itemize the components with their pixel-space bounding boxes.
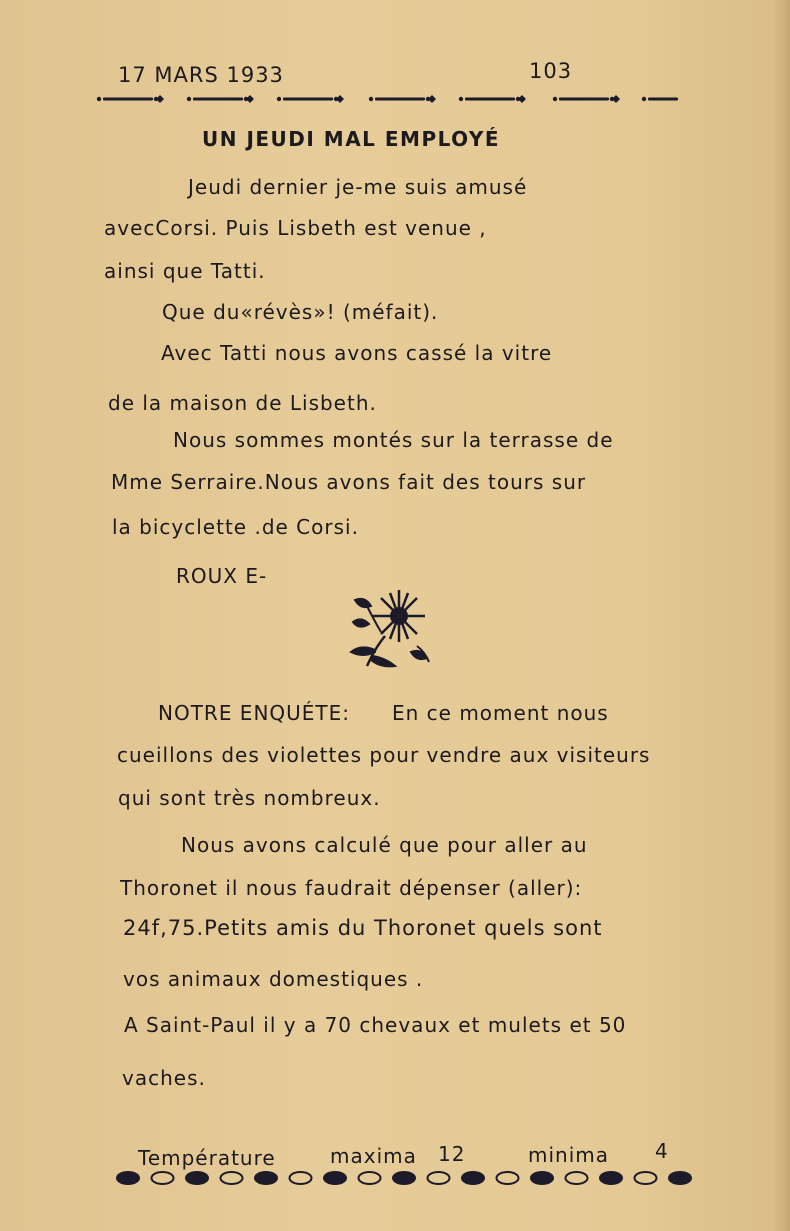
ornamental-border-bottom [116, 1168, 706, 1188]
enquete-line: Thoronet il nous faudrait dépenser (aller): [120, 876, 583, 900]
hollow-oval-ornament [152, 1172, 174, 1184]
article-line: Mme Serraire.Nous avons fait des tours sur [111, 470, 587, 494]
filled-oval-ornament [255, 1172, 277, 1184]
article-line: Que du«révès»! (méfait). [162, 300, 439, 324]
hollow-oval-ornament [635, 1172, 657, 1184]
article-line: la bicyclette .de Corsi. [112, 515, 359, 539]
filled-oval-ornament [669, 1172, 691, 1184]
hollow-oval-ornament [221, 1172, 243, 1184]
minima-label: minima [528, 1143, 610, 1167]
filled-oval-ornament [393, 1172, 415, 1184]
filled-oval-ornament [324, 1172, 346, 1184]
article-line: avecCorsi. Puis Lisbeth est venue , [104, 216, 487, 240]
enquete-line: A Saint-Paul il y a 70 chevaux et mulets et 50 [124, 1013, 627, 1037]
maxima-value: 12 [438, 1142, 466, 1166]
maxima-label: maxima [330, 1144, 417, 1168]
enquete-label: NOTRE ENQUÉTE: [158, 701, 351, 725]
article-line: ainsi que Tatti. [104, 259, 266, 283]
daisy-flower-stamp [345, 586, 431, 670]
filled-oval-ornament [531, 1172, 553, 1184]
article-line: Nous sommes montés sur la terrasse de [173, 428, 614, 452]
ornamental-border-top [96, 92, 680, 106]
enquete-line: cueillons des violettes pour vendre aux visiteurs [117, 743, 651, 767]
enquete-line: En ce moment nous [392, 701, 609, 725]
header-date: 17 MARS 1933 [118, 63, 284, 87]
article-line: Jeudi dernier je-me suis amusé [188, 175, 528, 199]
filled-oval-ornament [600, 1172, 622, 1184]
filled-oval-ornament [186, 1172, 208, 1184]
page-edge-shadow [772, 0, 790, 1231]
filled-oval-ornament [462, 1172, 484, 1184]
hollow-oval-ornament [566, 1172, 588, 1184]
article-author: ROUX E- [176, 564, 268, 588]
enquete-line: qui sont très nombreux. [118, 786, 381, 810]
enquete-line: Nous avons calculé que pour aller au [181, 833, 588, 857]
minima-value: 4 [655, 1139, 669, 1163]
article-title: UN JEUDI MAL EMPLOYÉ [202, 127, 501, 151]
filled-oval-ornament [117, 1172, 139, 1184]
enquete-line: 24f,75.Petits amis du Thoronet quels sont [123, 916, 603, 940]
hollow-oval-ornament [359, 1172, 381, 1184]
article-line: Avec Tatti nous avons cassé la vitre [161, 341, 553, 365]
article-line: de la maison de Lisbeth. [108, 391, 377, 415]
enquete-line: vos animaux domestiques . [123, 967, 424, 991]
hollow-oval-ornament [428, 1172, 450, 1184]
page-number: 103 [529, 59, 573, 83]
hollow-oval-ornament [290, 1172, 312, 1184]
temperature-label: Température [138, 1146, 276, 1170]
hollow-oval-ornament [497, 1172, 519, 1184]
enquete-line: vaches. [122, 1066, 206, 1090]
